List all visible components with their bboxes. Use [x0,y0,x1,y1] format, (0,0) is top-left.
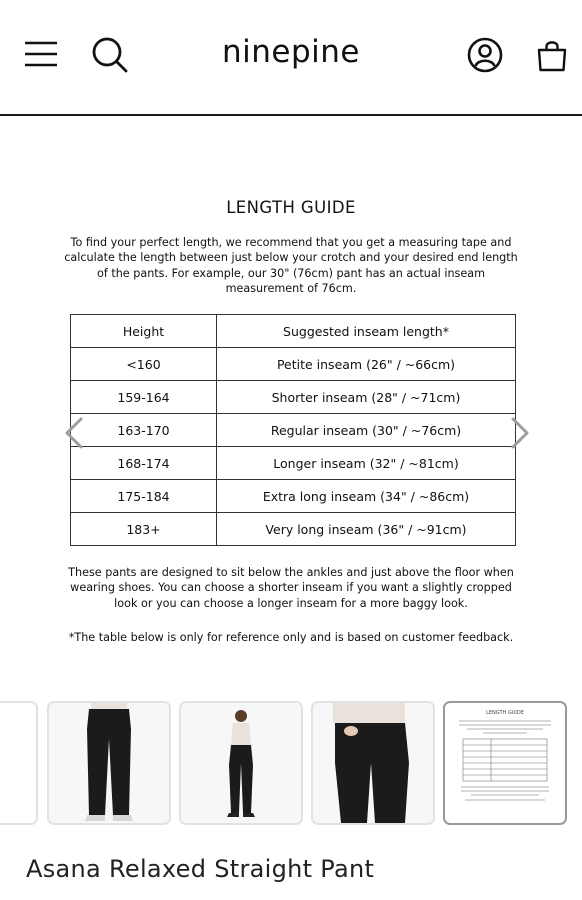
mini-guide-title: LENGTH GUIDE [486,710,524,716]
guide-outro [60,565,522,611]
thumbnail-full-length[interactable] [179,701,303,825]
table-header-row [71,315,516,348]
guide-footnote: *The table below is only for reference only and is based on customer feedback. [68,631,514,644]
header-height: Height [71,315,217,348]
next-image-button[interactable] [508,416,532,454]
thumbnail-length-guide[interactable] [443,701,567,825]
length-guide-title: LENGTH GUIDE [226,198,356,217]
table-row [71,414,516,447]
cart-icon [536,37,568,73]
brand-logo[interactable]: ninepine [222,34,360,70]
prev-image-button[interactable] [62,416,86,454]
height-cell: 163-170 [71,414,217,447]
chevron-right-icon [508,416,532,450]
product-title: Asana Relaxed Straight Pant [26,855,375,883]
thumbnail-strip [0,700,582,828]
inseam-cell: Shorter inseam (28" / ~71cm) [217,381,516,414]
site-header [0,0,582,116]
table-row [71,381,516,414]
cart-button[interactable] [535,36,569,74]
table-row [71,348,516,381]
height-cell: 175-184 [71,480,217,513]
intro-line: of the pants. For example, our 30" (76cm) pant has an actual inseam [96,266,486,280]
table-row [71,480,516,513]
header-inseam: Suggested inseam length* [217,315,516,348]
intro-line: calculate the length between just below your crotch and your desired end length [64,251,518,265]
account-icon [467,37,503,73]
pants-back-image [49,703,169,823]
intro-line: measurement of 76cm. [225,281,357,295]
mini-length-guide [453,711,557,804]
inseam-cell: Extra long inseam (34" / ~86cm) [217,480,516,513]
height-cell: 168-174 [71,447,217,480]
model-full-image [181,703,301,823]
length-table [70,314,516,546]
inseam-cell: Longer inseam (32" / ~81cm) [217,447,516,480]
outro-line: look or you can choose a longer inseam for a more baggy look. [114,596,468,610]
height-cell: 159-164 [71,381,217,414]
thumbnail-closeup[interactable] [311,701,435,825]
thumbnail-partial[interactable] [0,701,38,825]
guide-intro [60,235,522,296]
outro-line: wearing shoes. You can choose a shorter inseam if you want a slightly cropped [70,581,512,595]
account-button[interactable] [466,36,504,74]
inseam-cell: Regular inseam (30" / ~76cm) [217,414,516,447]
chevron-left-icon [62,416,86,450]
waist-closeup-image [313,703,433,823]
table-row [71,447,516,480]
intro-line: To find your perfect length, we recommend that you get a measuring tape and [70,236,512,249]
mini-guide-graphic [453,719,557,803]
table-row [71,513,516,546]
thumbnail-back-view[interactable] [47,701,171,825]
inseam-cell: Petite inseam (26" / ~66cm) [217,348,516,381]
height-cell: <160 [71,348,217,381]
inseam-cell: Very long inseam (36" / ~91cm) [217,513,516,546]
outro-line: These pants are designed to sit below the ankles and just above the floor when [68,566,514,579]
height-cell: 183+ [71,513,217,546]
